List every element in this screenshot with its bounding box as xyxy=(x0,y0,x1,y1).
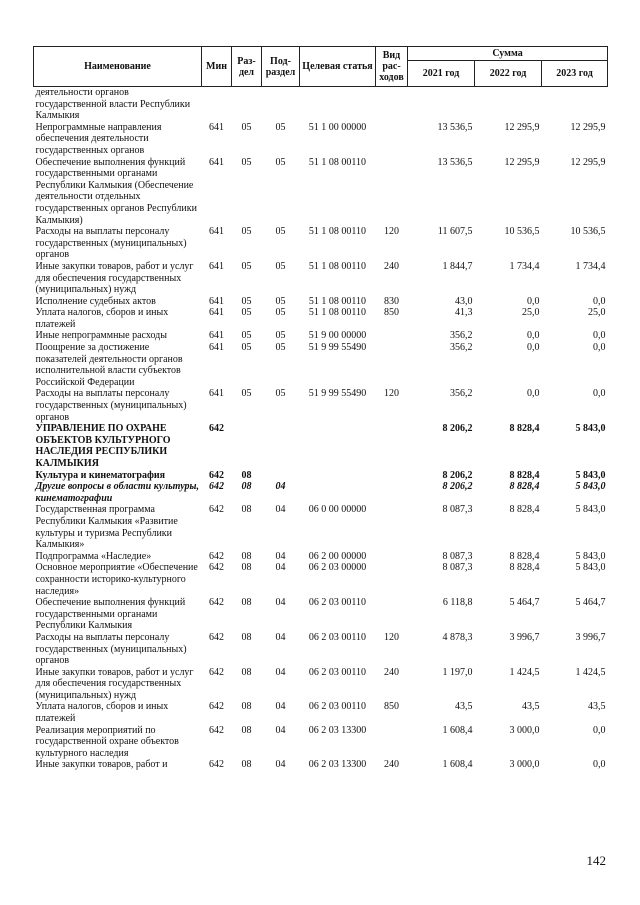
row-sum-2021: 8 087,3 xyxy=(442,504,473,516)
table-row xyxy=(34,701,608,724)
row-min: 642 xyxy=(209,423,224,435)
row-podrazdel: 05 xyxy=(275,330,286,342)
row-name: Подпрограмма «Наследие» xyxy=(35,550,152,562)
row-podrazdel: 04 xyxy=(275,631,286,643)
row-name: УПРАВЛЕНИЕ ПО ОХРАНЕ ОБЪЕКТОВ КУЛЬТУРНОГО НАСЛЕДИЯ РЕСПУБЛИКИ КАЛМЫКИЯ xyxy=(35,423,171,469)
row-target: 51 9 99 55490 xyxy=(308,388,367,400)
row-sum-2023: 0,0 xyxy=(593,295,606,307)
row-target: 06 2 03 00110 xyxy=(308,701,367,713)
row-sum-2022: 8 828,4 xyxy=(509,469,540,481)
row-razdel: 05 xyxy=(241,295,252,307)
row-sum-2022: 8 828,4 xyxy=(509,423,540,435)
row-sum-2023: 43,5 xyxy=(588,701,606,713)
row-sum-2022: 8 828,4 xyxy=(509,504,540,516)
table-row xyxy=(34,759,608,771)
row-target xyxy=(300,481,376,504)
row-sum-2023: 5 843,0 xyxy=(575,481,606,493)
row-razdel: 05 xyxy=(241,260,252,272)
row-razdel xyxy=(232,423,262,469)
row-sum-2023: 0,0 xyxy=(593,388,606,400)
table-row xyxy=(34,481,608,504)
row-name: Иные закупки товаров, работ и xyxy=(35,759,168,771)
row-sum-2021: 1 197,0 xyxy=(442,666,473,678)
row-min: 642 xyxy=(209,469,224,481)
table-row xyxy=(34,296,608,308)
row-sum-2021: 356,2 xyxy=(450,388,473,400)
row-podrazdel: 05 xyxy=(275,342,286,354)
row-razdel: 08 xyxy=(241,701,252,713)
row-podrazdel: 04 xyxy=(275,481,286,493)
row-min: 642 xyxy=(209,504,224,516)
row-target: 06 2 03 13300 xyxy=(308,724,367,736)
row-sum-2021: 41,3 xyxy=(455,307,473,319)
table-body xyxy=(34,87,608,772)
table-header xyxy=(34,47,608,87)
row-razdel: 05 xyxy=(241,226,252,238)
row-target: 06 2 03 00110 xyxy=(308,597,367,609)
row-sum-2021: 356,2 xyxy=(450,330,473,342)
row-min: 641 xyxy=(209,260,224,272)
row-sum-2023: 5 843,0 xyxy=(575,423,606,435)
row-vid xyxy=(376,551,408,563)
row-name: Обеспечение выполнения функций государственными органами Республики Калмыкия (Обеспечение деятельности отдельных государственных органов Республики Калмыкия) xyxy=(35,156,197,226)
row-target: 06 2 00 00000 xyxy=(308,550,367,562)
row-sum-2021: 356,2 xyxy=(450,342,473,354)
row-podrazdel: 04 xyxy=(275,759,286,771)
row-min: 642 xyxy=(209,666,224,678)
row-target: 51 9 99 55490 xyxy=(308,342,367,354)
row-razdel: 05 xyxy=(241,121,252,133)
row-sum-2022 xyxy=(475,87,542,122)
row-podrazdel: 04 xyxy=(275,724,286,736)
col-target-header: Целевая статья xyxy=(300,47,376,87)
row-sum-2023: 5 843,0 xyxy=(575,469,606,481)
row-target xyxy=(300,87,376,122)
row-podrazdel xyxy=(262,470,300,482)
row-sum-2023: 10 536,5 xyxy=(570,226,606,238)
row-podrazdel: 04 xyxy=(275,597,286,609)
table-row xyxy=(34,307,608,330)
row-target: 51 9 00 00000 xyxy=(308,330,367,342)
row-sum-2022: 1 424,5 xyxy=(509,666,540,678)
row-vid: 240 xyxy=(384,260,399,272)
row-sum-2021: 1 844,7 xyxy=(442,260,473,272)
col-podrazdel-header: Под-раздел xyxy=(262,47,300,87)
row-name: Уплата налогов, сборов и иных платежей xyxy=(35,307,169,330)
row-target: 06 0 00 00000 xyxy=(308,504,367,516)
row-vid xyxy=(376,562,408,597)
table-row xyxy=(34,725,608,760)
row-sum-2023: 0,0 xyxy=(593,724,606,736)
row-target: 51 1 08 00110 xyxy=(308,260,367,272)
row-podrazdel: 04 xyxy=(275,666,286,678)
table-row xyxy=(34,504,608,550)
row-sum-2023: 3 996,7 xyxy=(575,631,606,643)
table-row xyxy=(34,87,608,122)
row-target xyxy=(300,470,376,482)
row-sum-2021: 1 608,4 xyxy=(442,724,473,736)
row-podrazdel: 05 xyxy=(275,307,286,319)
row-sum-2022: 12 295,9 xyxy=(504,121,540,133)
row-target: 51 1 08 00110 xyxy=(308,307,367,319)
row-name: Исполнение судебных актов xyxy=(35,295,156,307)
row-vid xyxy=(376,504,408,550)
table-row xyxy=(34,597,608,632)
table-row xyxy=(34,551,608,563)
row-sum-2023: 0,0 xyxy=(593,330,606,342)
row-min: 641 xyxy=(209,307,224,319)
row-min: 641 xyxy=(209,295,224,307)
row-sum-2023: 5 843,0 xyxy=(575,504,606,516)
table-row xyxy=(34,632,608,667)
row-sum-2023: 12 295,9 xyxy=(570,121,606,133)
row-min: 641 xyxy=(209,121,224,133)
row-target: 51 1 08 00110 xyxy=(308,156,367,168)
row-min xyxy=(202,87,232,122)
row-target: 06 2 03 00110 xyxy=(308,666,367,678)
row-vid xyxy=(376,157,408,227)
table-row xyxy=(34,122,608,157)
table-row xyxy=(34,562,608,597)
row-sum-2022: 8 828,4 xyxy=(509,562,540,574)
row-name: Иные закупки товаров, работ и услуг для обеспечения государственных (муниципальных) нужд xyxy=(35,260,194,296)
row-target: 51 1 08 00110 xyxy=(308,295,367,307)
table-row xyxy=(34,157,608,227)
row-name: Иные закупки товаров, работ и услуг для обеспечения государственных (муниципальных) нужд xyxy=(35,666,194,701)
row-min: 641 xyxy=(209,388,224,400)
row-sum-2022: 12 295,9 xyxy=(504,156,540,168)
row-podrazdel: 04 xyxy=(275,504,286,516)
row-podrazdel: 05 xyxy=(275,121,286,133)
col-min-header: Мин xyxy=(202,47,232,87)
row-razdel: 08 xyxy=(241,597,252,609)
row-sum-2022: 8 828,4 xyxy=(509,550,540,562)
row-min: 642 xyxy=(209,550,224,562)
row-razdel: 05 xyxy=(241,342,252,354)
row-vid xyxy=(376,87,408,122)
row-sum-2021: 43,0 xyxy=(455,295,473,307)
row-sum-2022: 1 734,4 xyxy=(509,260,540,272)
table-row xyxy=(34,470,608,482)
row-sum-2021: 8 087,3 xyxy=(442,562,473,574)
table-row xyxy=(34,261,608,296)
table-row xyxy=(34,330,608,342)
col-vid-header: Вид рас-ходов xyxy=(376,47,408,87)
row-name: Уплата налогов, сборов и иных платежей xyxy=(35,701,169,725)
row-sum-2022: 0,0 xyxy=(527,330,540,342)
row-name: Непрограммные направления обеспечения деятельности государственных органов xyxy=(35,121,162,156)
row-sum-2023: 0,0 xyxy=(593,342,606,354)
row-min: 641 xyxy=(209,330,224,342)
row-target: 51 1 00 00000 xyxy=(308,121,367,133)
row-vid: 240 xyxy=(384,759,399,771)
row-sum-2023: 5 843,0 xyxy=(575,550,606,562)
row-podrazdel: 04 xyxy=(275,562,286,574)
row-razdel: 08 xyxy=(241,469,252,481)
row-min: 641 xyxy=(209,342,224,354)
row-razdel: 08 xyxy=(241,631,252,643)
col-razdel-header: Раз-дел xyxy=(232,47,262,87)
col-2022-header: 2022 год xyxy=(475,61,542,87)
row-podrazdel: 05 xyxy=(275,388,286,400)
row-sum-2022: 3 000,0 xyxy=(509,724,540,736)
row-razdel: 05 xyxy=(241,156,252,168)
row-vid xyxy=(376,423,408,469)
row-razdel: 08 xyxy=(241,550,252,562)
row-sum-2023 xyxy=(542,87,608,122)
row-razdel: 08 xyxy=(241,504,252,516)
row-razdel: 08 xyxy=(241,666,252,678)
row-vid: 120 xyxy=(384,388,399,400)
row-sum-2021: 11 607,5 xyxy=(437,226,473,238)
row-name: Государственная программа Республики Калмыкия «Развитие культуры и туризма Республики Калмыкия» xyxy=(35,504,178,551)
row-target: 06 2 03 13300 xyxy=(308,759,367,771)
row-sum-2023: 12 295,9 xyxy=(570,156,606,168)
row-podrazdel xyxy=(262,87,300,122)
row-sum-2022: 0,0 xyxy=(527,388,540,400)
row-podrazdel xyxy=(262,423,300,469)
row-name: Расходы на выплаты персоналу государственных (муниципальных) органов xyxy=(35,226,187,261)
row-razdel: 05 xyxy=(241,307,252,319)
row-vid xyxy=(376,597,408,632)
row-sum-2023: 0,0 xyxy=(593,759,606,771)
row-razdel: 08 xyxy=(241,724,252,736)
row-sum-2022: 8 828,4 xyxy=(509,481,540,493)
row-min: 642 xyxy=(209,481,224,493)
row-sum-2022: 3 000,0 xyxy=(509,759,540,771)
row-sum-2021: 13 536,5 xyxy=(437,121,473,133)
row-min: 642 xyxy=(209,562,224,574)
row-name: Иные непрограммные расходы xyxy=(35,330,167,342)
row-target: 06 2 03 00110 xyxy=(308,631,367,643)
row-vid xyxy=(376,330,408,342)
row-vid xyxy=(376,725,408,760)
row-sum-2022: 10 536,5 xyxy=(504,226,540,238)
table-row xyxy=(34,342,608,388)
row-target: 51 1 08 00110 xyxy=(308,226,367,238)
table-row xyxy=(34,226,608,261)
table-row xyxy=(34,423,608,469)
row-podrazdel: 05 xyxy=(275,295,286,307)
row-razdel: 08 xyxy=(241,481,252,493)
row-vid: 240 xyxy=(384,666,399,678)
row-name: Расходы на выплаты персоналу государственных (муниципальных) органов xyxy=(35,631,187,667)
row-vid: 850 xyxy=(384,701,399,713)
row-vid: 120 xyxy=(384,226,399,238)
row-sum-2022: 5 464,7 xyxy=(509,597,540,609)
row-sum-2023: 1 424,5 xyxy=(575,666,606,678)
row-min: 642 xyxy=(209,759,224,771)
row-sum-2021: 1 608,4 xyxy=(442,759,473,771)
row-sum-2021 xyxy=(408,87,475,122)
row-sum-2022: 0,0 xyxy=(527,342,540,354)
row-sum-2021: 4 878,3 xyxy=(442,631,473,643)
row-target xyxy=(300,423,376,469)
row-razdel: 08 xyxy=(241,759,252,771)
page-number: 142 xyxy=(586,853,606,868)
col-name-header: Наименование xyxy=(34,47,202,87)
row-min: 642 xyxy=(209,597,224,609)
row-podrazdel: 04 xyxy=(275,550,286,562)
row-razdel: 05 xyxy=(241,388,252,400)
row-podrazdel: 04 xyxy=(275,701,286,713)
row-name: Обеспечение выполнения функций государственными органами Республики Калмыкия xyxy=(35,597,186,632)
row-sum-2023: 1 734,4 xyxy=(575,260,606,272)
row-sum-2021: 13 536,5 xyxy=(437,156,473,168)
row-name: Реализация мероприятий по государственной охране объектов культурного наследия xyxy=(35,724,179,759)
col-2021-header: 2021 год xyxy=(408,61,475,87)
row-vid xyxy=(376,122,408,157)
row-target: 06 2 03 00000 xyxy=(308,562,367,574)
row-min: 642 xyxy=(209,631,224,643)
row-vid xyxy=(376,470,408,482)
row-sum-2021: 8 206,2 xyxy=(442,469,473,481)
row-sum-2022: 43,5 xyxy=(522,701,540,713)
col-2023-header: 2023 год xyxy=(542,61,608,87)
col-sum-header: Сумма xyxy=(408,47,608,61)
row-min: 641 xyxy=(209,226,224,238)
row-name: деятельности органов государственной власти Республики Калмыкия xyxy=(35,87,191,122)
row-razdel: 08 xyxy=(241,562,252,574)
row-vid: 830 xyxy=(384,295,399,307)
row-podrazdel: 05 xyxy=(275,226,286,238)
row-sum-2021: 6 118,8 xyxy=(442,597,473,609)
row-min: 642 xyxy=(209,724,224,736)
row-sum-2023: 25,0 xyxy=(588,307,606,319)
row-name: Основное мероприятие «Обеспечение сохранности историко-культурного наследия» xyxy=(35,562,198,597)
row-sum-2021: 43,5 xyxy=(455,701,473,713)
row-name: Расходы на выплаты персоналу государственных (муниципальных) органов xyxy=(35,388,187,423)
row-sum-2022: 0,0 xyxy=(527,295,540,307)
row-name: Поощрение за достижение показателей деятельности органов исполнительной власти субъектов Российской Федерации xyxy=(35,342,183,388)
row-sum-2023: 5 843,0 xyxy=(575,562,606,574)
row-vid xyxy=(376,481,408,504)
row-podrazdel: 05 xyxy=(275,156,286,168)
budget-table xyxy=(33,46,608,771)
row-sum-2021: 8 206,2 xyxy=(442,481,473,493)
row-sum-2021: 8 206,2 xyxy=(442,423,473,435)
row-sum-2022: 25,0 xyxy=(522,307,540,319)
row-sum-2021: 8 087,3 xyxy=(442,550,473,562)
row-name: Другие вопросы в области культуры, кинематографии xyxy=(35,481,199,504)
row-vid: 850 xyxy=(384,307,399,319)
row-vid xyxy=(376,342,408,388)
row-min: 641 xyxy=(209,156,224,168)
row-razdel xyxy=(232,87,262,122)
row-sum-2023: 5 464,7 xyxy=(575,597,606,609)
row-sum-2022: 3 996,7 xyxy=(509,631,540,643)
row-name: Культура и кинематография xyxy=(35,469,166,481)
row-min: 642 xyxy=(209,701,224,713)
row-razdel: 05 xyxy=(241,330,252,342)
table-row xyxy=(34,667,608,702)
table-row xyxy=(34,388,608,423)
row-podrazdel: 05 xyxy=(275,260,286,272)
row-vid: 120 xyxy=(384,631,399,643)
